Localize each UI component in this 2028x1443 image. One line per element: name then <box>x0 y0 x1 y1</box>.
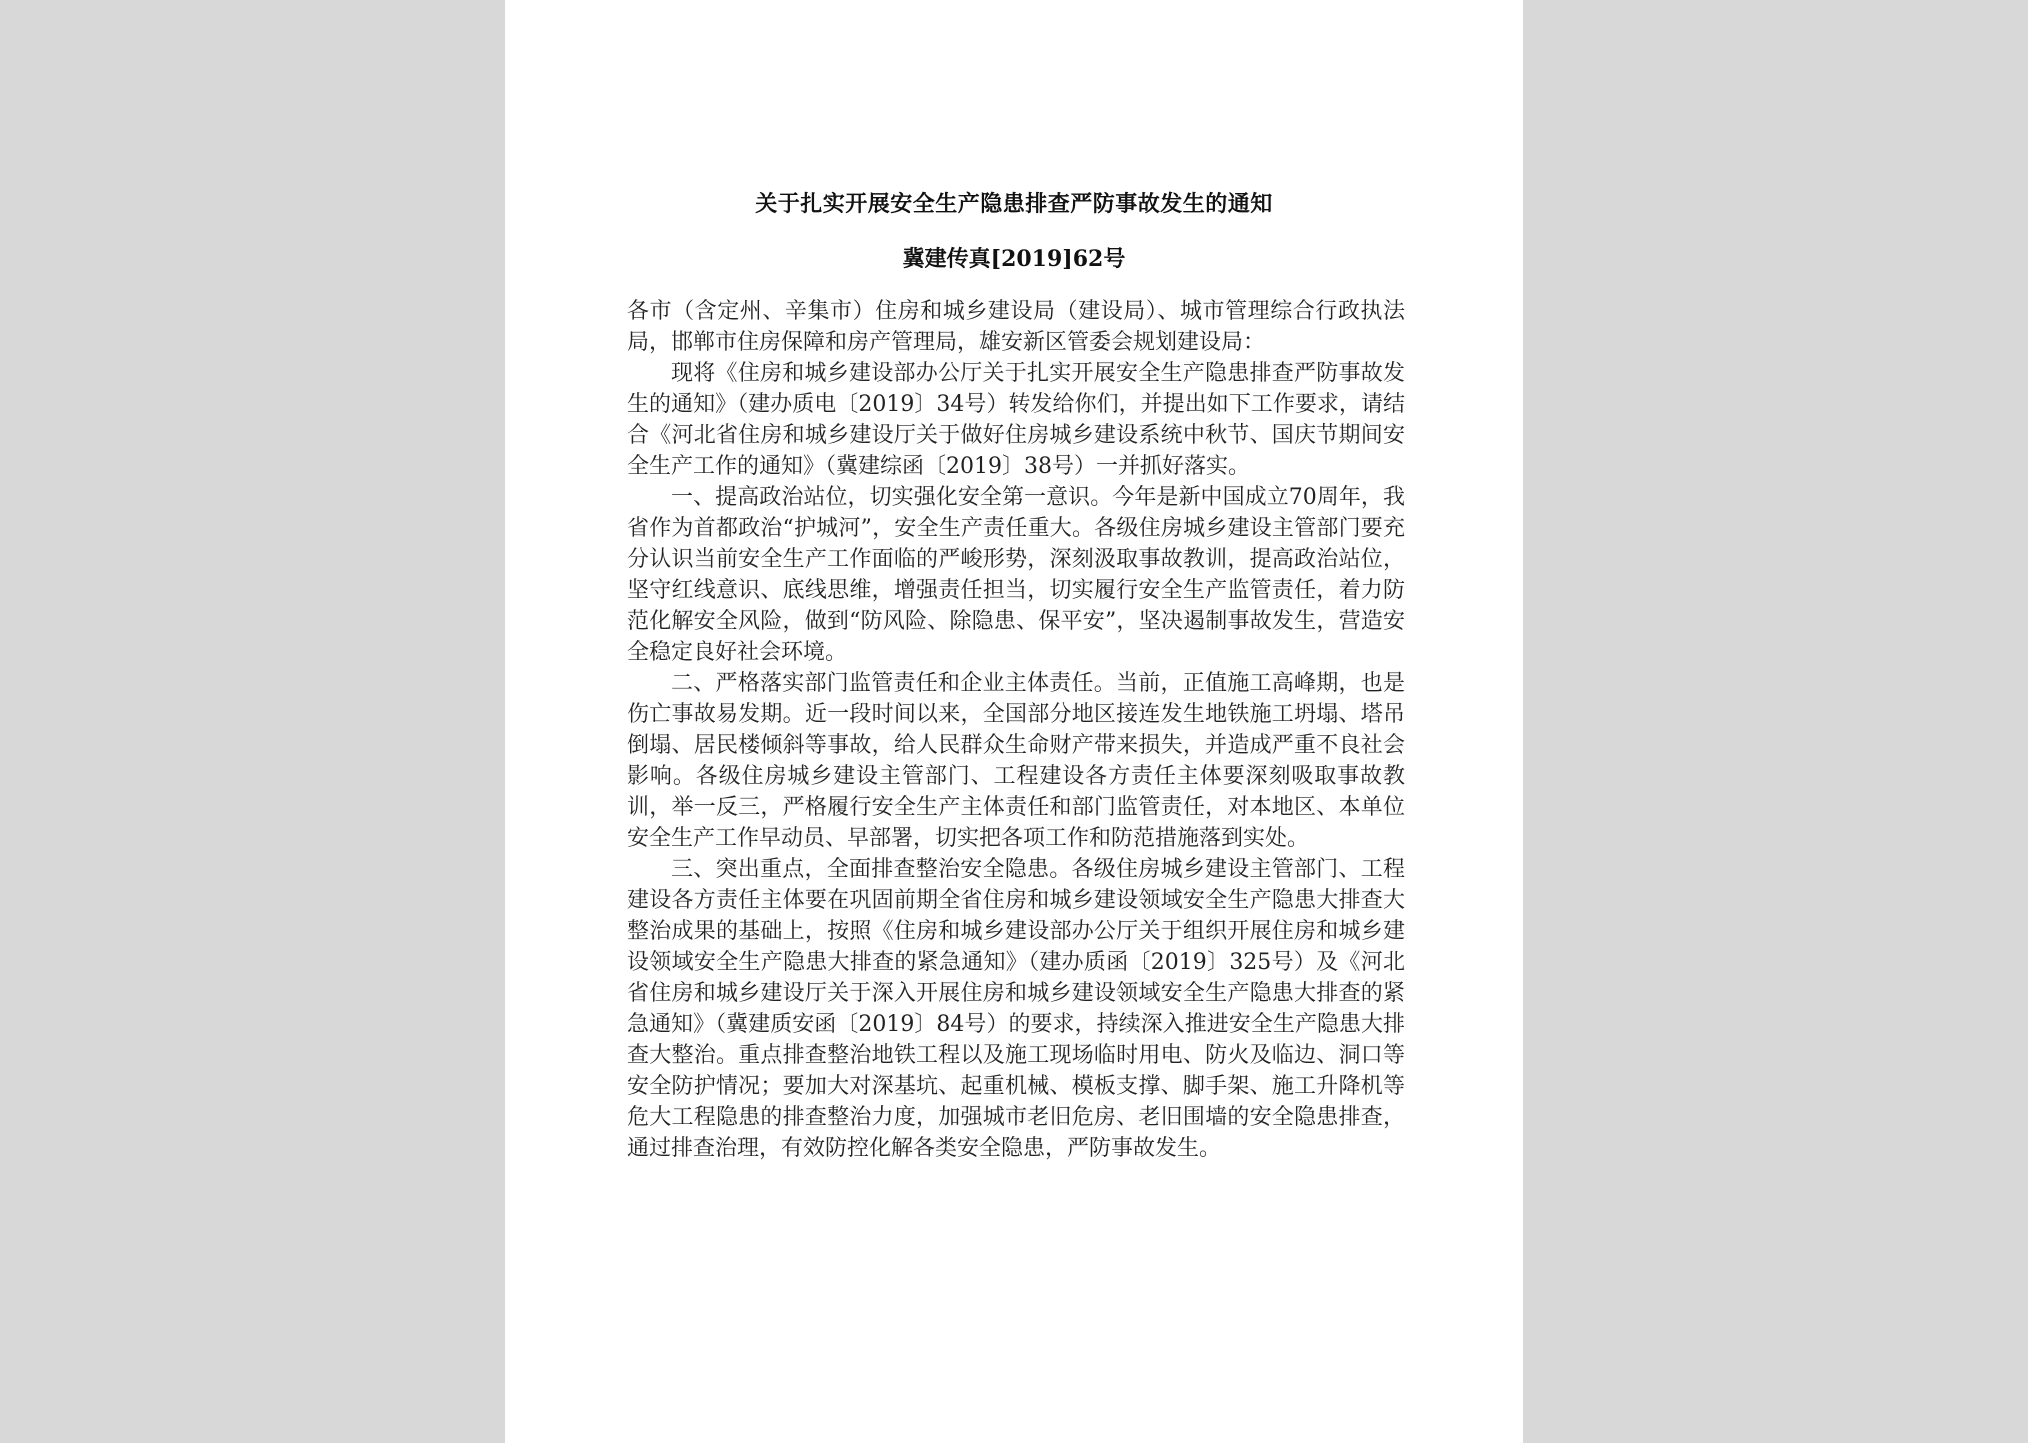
document-number: 冀建传真[2019]62号 <box>902 246 1126 272</box>
document-body <box>627 296 1405 1164</box>
document-title: 关于扎实开展安全生产隐患排查严防事故发生的通知 <box>755 191 1273 217</box>
section-three-paragraph: 三、突出重点，全面排查整治安全隐患。各级住房城乡建设主管部门、工程建设各方责任主体要在巩固前期全省住房和城乡建设领域安全生产隐患大排查大整治成果的基础上，按照《住房和城乡建设部办公厅关于组织开展住房和城乡建设领域安全生产隐患大排查的紧急通知》（建办质函〔2019〕325号）及《河北省住房和城乡建设厅关于深入开展住房和城乡建设领域安全生产隐患大排查的紧急通知》（冀建质安函〔2019〕84号）的要求，持续深入推进安全生产隐患大排查大整治。重点排查整治地铁工程以及施工现场临时用电、防火及临边、洞口等安全防护情况；要加大对深基坑、起重机械、模板支撑、脚手架、施工升降机等危大工程隐患的排查整治力度，加强城市老旧危房、老旧围墙的安全隐患排查，通过排查治理，有效防控化解各类安全隐患，严防事故发生。 <box>627 857 1405 1161</box>
addressee-paragraph: 各市（含定州、辛集市）住房和城乡建设局（建设局）、城市管理综合行政执法局，邯郸市住房保障和房产管理局，雄安新区管委会规划建设局： <box>627 299 1405 355</box>
section-one-paragraph: 一、提高政治站位，切实强化安全第一意识。今年是新中国成立70周年，我省作为首都政治“护城河”，安全生产责任重大。各级住房城乡建设主管部门要充分认识当前安全生产工作面临的严峻形势，深刻汲取事故教训，提高政治站位，坚守红线意识、底线思维，增强责任担当，切实履行安全生产监管责任，着力防范化解安全风险，做到“防风险、除隐患、保平安”，坚决遏制事故发生，营造安全稳定良好社会环境。 <box>627 485 1405 665</box>
intro-paragraph: 现将《住房和城乡建设部办公厅关于扎实开展安全生产隐患排查严防事故发生的通知》（建办质电〔2019〕34号）转发给你们，并提出如下工作要求，请结合《河北省住房和城乡建设厅关于做好住房城乡建设系统中秋节、国庆节期间安全生产工作的通知》（冀建综函〔2019〕38号）一并抓好落实。 <box>627 361 1405 479</box>
document-page <box>505 0 1523 1443</box>
section-two-paragraph: 二、严格落实部门监管责任和企业主体责任。当前，正值施工高峰期，也是伤亡事故易发期。近一段时间以来，全国部分地区接连发生地铁施工坍塌、塔吊倒塌、居民楼倾斜等事故，给人民群众生命财产带来损失，并造成严重不良社会影响。各级住房城乡建设主管部门、工程建设各方责任主体要深刻吸取事故教训，举一反三，严格履行安全生产主体责任和部门监管责任，对本地区、本单位安全生产工作早动员、早部署，切实把各项工作和防范措施落到实处。 <box>627 671 1405 851</box>
